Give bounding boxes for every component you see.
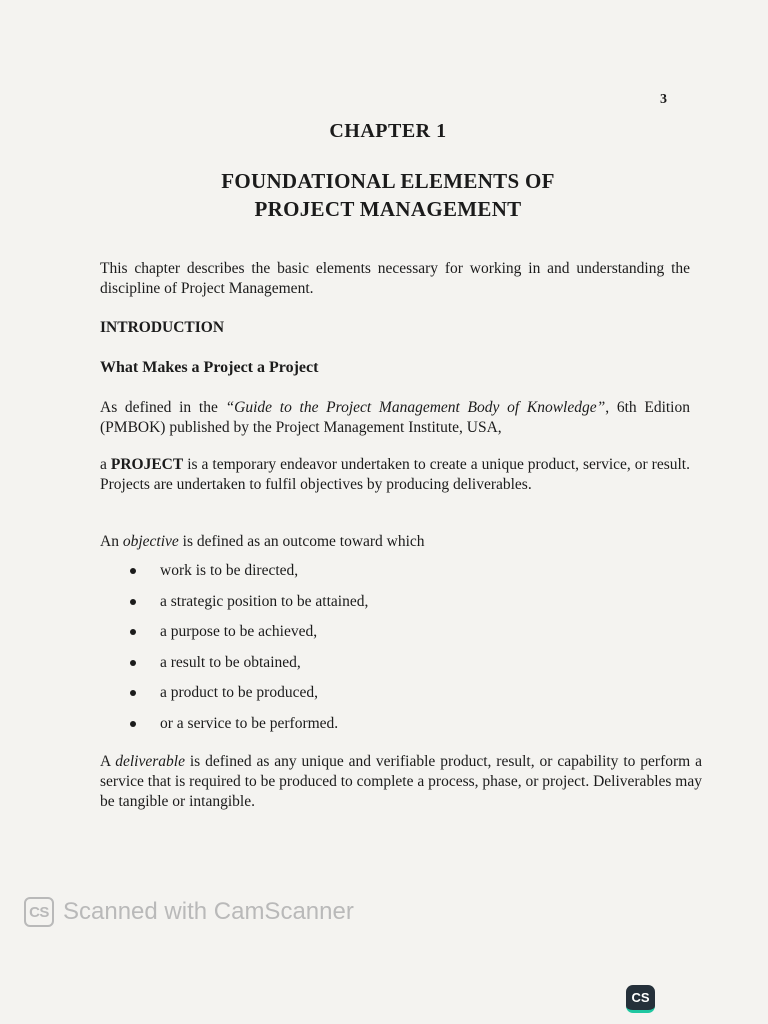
objective-list [128, 560, 368, 743]
chapter-label: CHAPTER 1 [329, 120, 447, 142]
bullet-icon [130, 568, 136, 574]
project-suffix: is a temporary endeavor undertaken to create a unique product, service, or result. Projects are undertaken to fulfil objectives by producing deliverables. [100, 456, 690, 493]
deliverable-suffix: is defined as any unique and verifiable product, result, or capability to perform a service that is required to be produced to complete a process, phase, or project. Deliverables may be tangible or intangible. [100, 753, 702, 810]
list-item-text: a strategic position to be attained, [160, 592, 369, 610]
list-item-text: or a service to be performed. [160, 714, 339, 732]
list-item [128, 621, 368, 652]
list-item [128, 652, 368, 683]
bullet-icon [130, 629, 136, 635]
list-item-text: work is to be directed, [160, 562, 299, 579]
chapter-title [0, 167, 768, 223]
bullet-icon [130, 599, 136, 605]
objective-suffix: is defined as an outcome toward which [178, 533, 425, 550]
intro-paragraph: This chapter describes the basic elements necessary for working in and understanding the discipline of Project Management. [100, 260, 690, 297]
pmbok-suffix: , 6th Edition (PMBOK) published by the Project Management Institute, USA, [100, 399, 690, 436]
pmbok-paragraph [100, 398, 690, 438]
objective-prefix: An [100, 533, 123, 550]
project-prefix: a [100, 456, 111, 473]
project-definition-paragraph [100, 455, 690, 495]
list-item-text: a result to be obtained, [160, 653, 301, 671]
bullet-icon [130, 721, 136, 727]
bullet-icon [130, 660, 136, 666]
introduction-heading: INTRODUCTION [100, 319, 225, 336]
bullet-icon [130, 690, 136, 696]
page-number: 3 [660, 92, 667, 107]
deliverable-prefix: A [100, 753, 116, 770]
list-item [128, 682, 368, 713]
chapter-title-line-2: PROJECT MANAGEMENT [254, 197, 522, 221]
camscanner-logo-icon: CS [24, 897, 54, 927]
project-term: PROJECT [110, 456, 184, 473]
deliverable-term: deliverable [115, 753, 185, 770]
section-subheading: What Makes a Project a Project [100, 359, 319, 376]
pmbok-prefix: As defined in the [100, 399, 226, 416]
pmbok-guide-title: “Guide to the Project Management Body of Knowledge” [225, 399, 606, 416]
watermark-text: Scanned with CamScanner [63, 898, 354, 925]
list-item-text: a purpose to be achieved, [160, 623, 318, 640]
objective-definition-paragraph [100, 532, 690, 552]
objective-term: objective [122, 533, 179, 550]
list-item [128, 591, 368, 622]
camscanner-app-badge-icon: CS [626, 985, 655, 1013]
chapter-title-line-1: FOUNDATIONAL ELEMENTS OF [221, 169, 555, 193]
camscanner-watermark [24, 897, 354, 927]
list-item-text: a product to be produced, [160, 684, 318, 701]
deliverable-definition-paragraph [100, 752, 702, 812]
list-item [128, 713, 368, 744]
list-item [128, 560, 368, 591]
